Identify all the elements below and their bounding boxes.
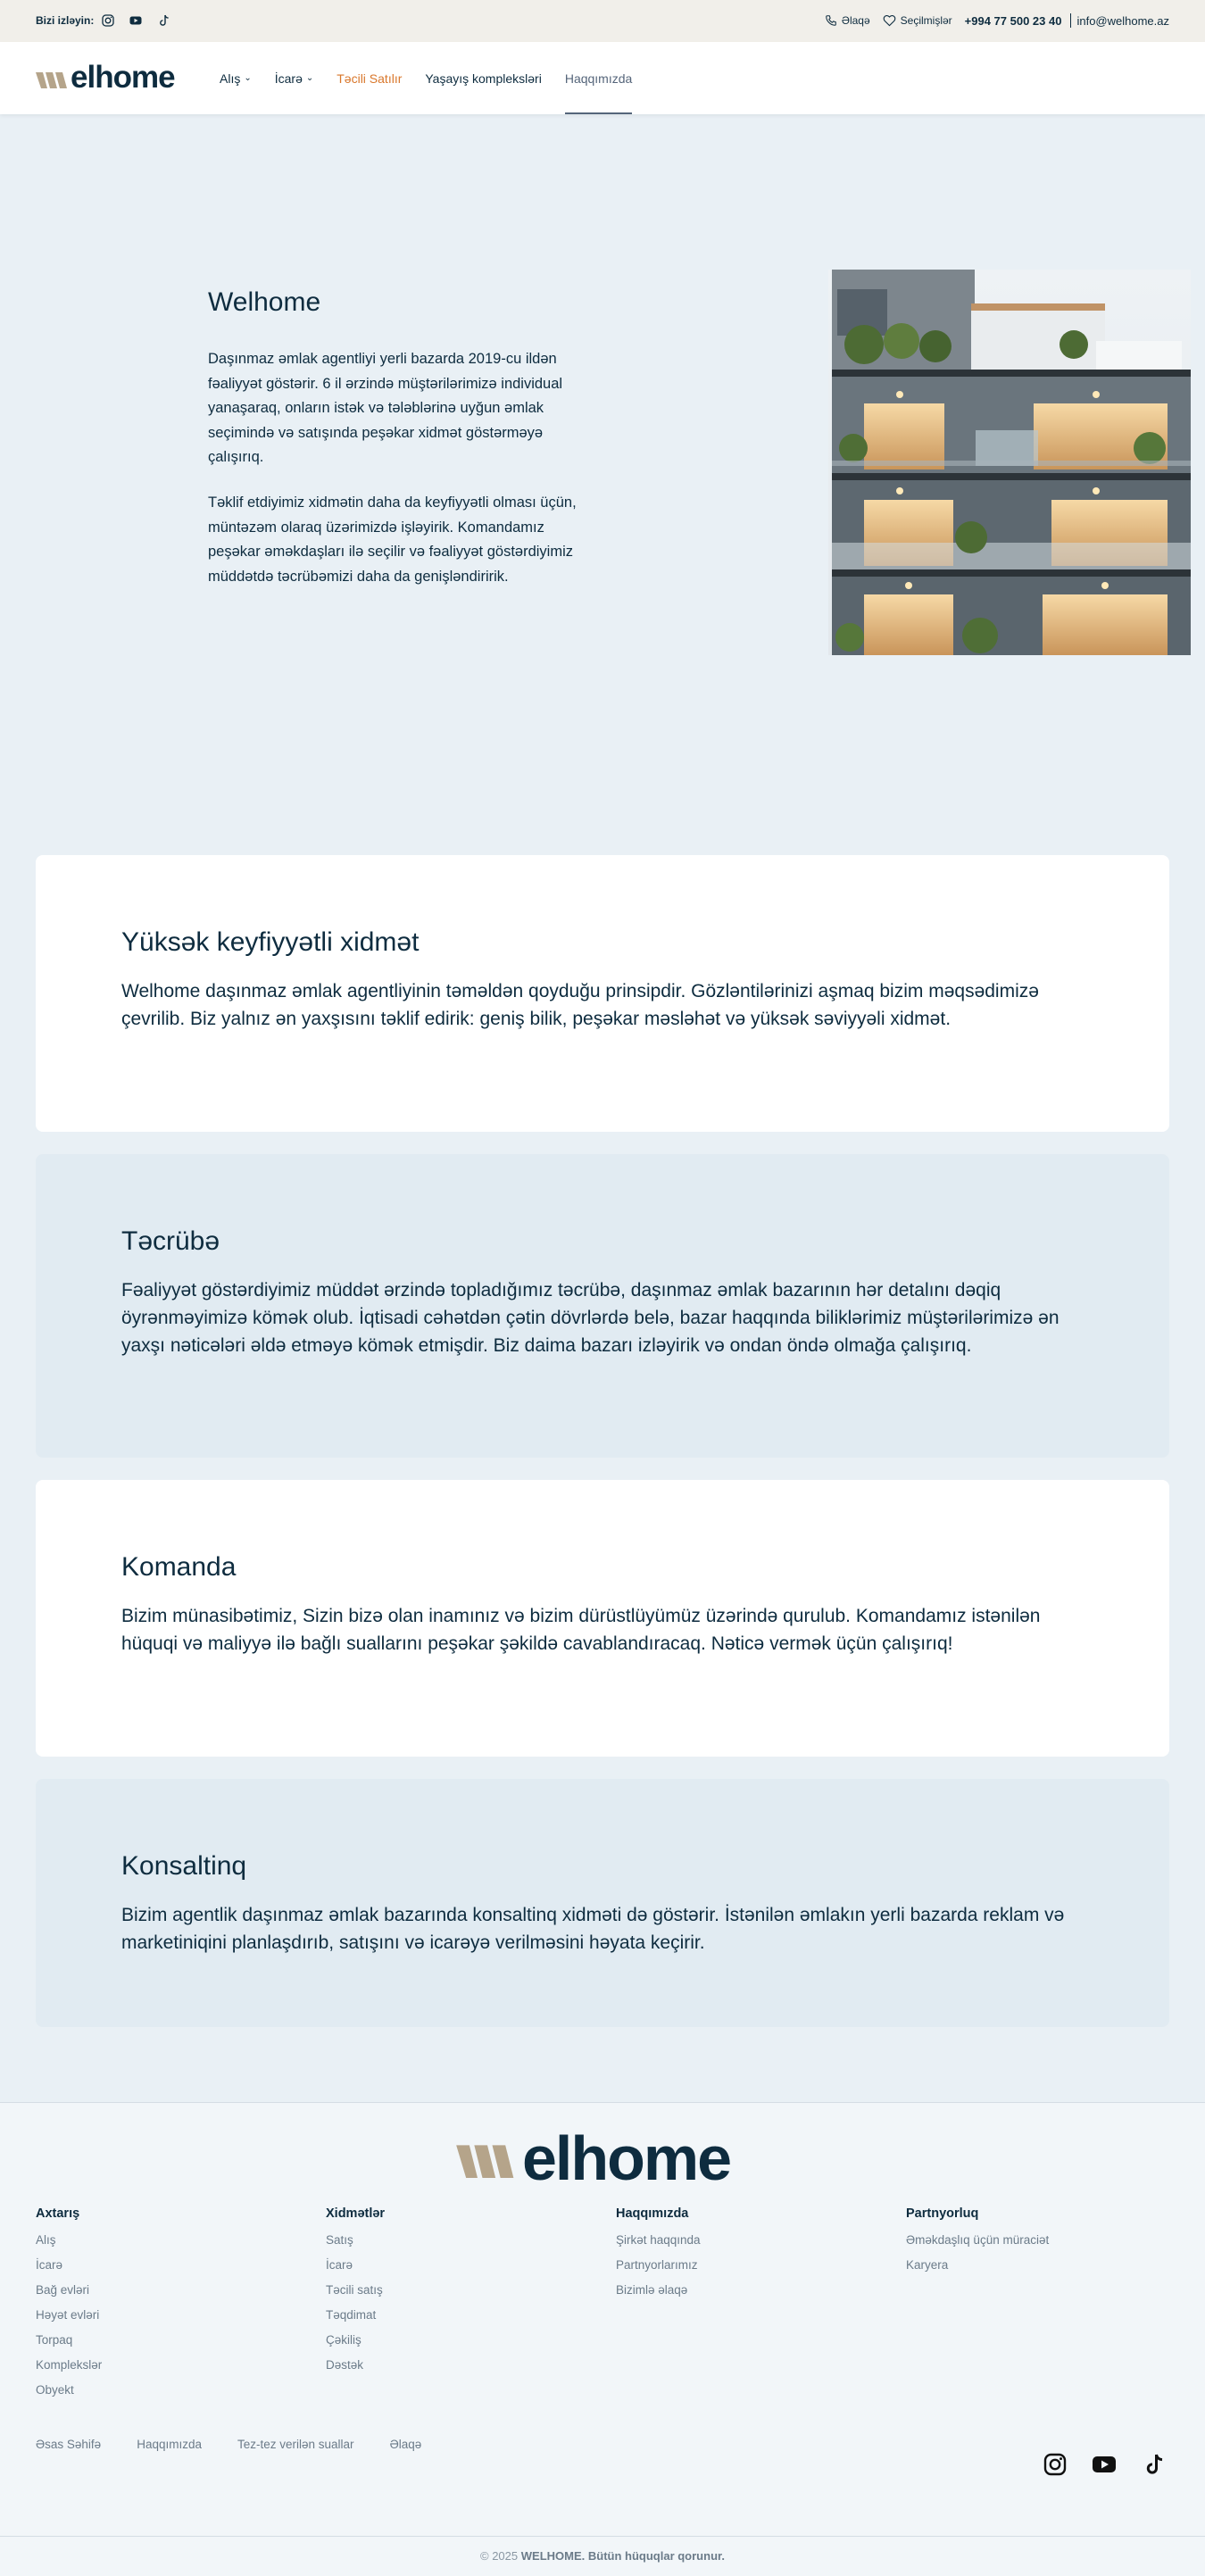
instagram-icon[interactable] — [101, 13, 115, 28]
section-card-quality — [36, 855, 1169, 1132]
section-text: Fəaliyyət göstərdiyimiz müddət ərzində topladığımız təcrübə, daşınmaz əmlak bazarının hər detalını dəqiq öyrənməyimizə kömək olub. İqtisadi cəhətdən çətin dövrlərdə belə, bazar haqqında biliklərimiz müştərilərimizə ən yaxşı nəticələri əldə etməyə kömək etmişdir. Biz daima bazarı izləyirik və ondan öndə olmağa çalışırıq. — [121, 1280, 1060, 1356]
youtube-icon[interactable] — [1092, 2452, 1117, 2477]
hero-paragraph-1: Daşınmaz əmlak agentliyi yerli bazarda 2019-cu ildən fəaliyyət göstərir. 6 il ərzində müştərilərimizə individual yanaşaraq, onların istək və tələblərinə uyğun əmlak seçimində və satışında peşəkar xidmət göstərməyə çalışırıq. — [208, 351, 563, 465]
logo-mark-icon — [36, 67, 70, 88]
section-card-team — [36, 1480, 1169, 1757]
logo-text: elhome — [71, 60, 175, 95]
main-navigation — [0, 42, 1205, 114]
nav-item-urgent-sale[interactable]: Təcili Satılır — [337, 71, 403, 86]
footer-link[interactable]: Komplekslər — [36, 2358, 103, 2372]
favorites-link[interactable] — [883, 14, 952, 27]
section-title: Konsaltinq — [121, 1851, 247, 1881]
nav-item-residential-complexes[interactable]: Yaşayış kompleksləri — [425, 71, 542, 86]
copyright-bar — [0, 2536, 1205, 2576]
nav-item-about[interactable]: Haqqımızda — [565, 42, 632, 114]
footer-link[interactable]: İcarə — [36, 2258, 63, 2272]
logo-mark-icon — [454, 2139, 520, 2178]
hero-paragraph-2: Təklif etdiyimiz xidmətin daha da keyfiyyətli olması üçün, müntəzəm olaraq üzərimizdə işləyirik. Komandamız peşəkar əməkdaşları ilə seçilir və fəaliyyət göstərdiyimiz müddətdə təcrübəmizi daha da genişləndiririk. — [208, 494, 577, 585]
footer-column-search — [36, 2206, 102, 2408]
footer-link[interactable]: İcarə — [326, 2258, 353, 2272]
phone-number[interactable]: +994 77 500 23 40 — [964, 13, 1062, 28]
footer-link[interactable]: Təcili satış — [326, 2283, 383, 2297]
nav-item-rent[interactable] — [275, 42, 314, 114]
nav-menu — [220, 42, 655, 114]
footer-link[interactable]: Torpaq — [36, 2333, 73, 2347]
tiktok-icon[interactable] — [157, 13, 171, 28]
section-text: Welhome daşınmaz əmlak agentliyinin təməldən qoyduğu prinsipdir. Gözləntilərinizi aşmaq bizim məqsədimizə çevrilib. Biz yalnız ən yaxşısını təklif edirik: geniş bilik, peşəkar məsləhət və yüksək səviyyəli xidmət. — [121, 981, 1039, 1029]
section-card-consulting — [36, 1779, 1169, 2027]
footer-link[interactable]: Həyət evləri — [36, 2308, 100, 2322]
footer-link[interactable]: Dəstək — [326, 2358, 364, 2372]
nav-item-label: Alış — [220, 71, 241, 86]
footer-link[interactable]: Əməkdaşlıq üçün müraciət — [906, 2233, 1050, 2247]
instagram-icon[interactable] — [1043, 2452, 1068, 2477]
contact-link[interactable] — [825, 14, 870, 27]
heart-icon — [883, 14, 896, 27]
footer-link[interactable]: Şirkət haqqında — [616, 2233, 701, 2247]
footer-link-faq[interactable]: Tez-tez verilən suallar — [237, 2438, 354, 2451]
footer-link[interactable]: Alış — [36, 2233, 56, 2247]
footer-logo[interactable] — [454, 2123, 731, 2193]
logo[interactable] — [36, 62, 175, 94]
footer-column-title: Haqqımızda — [616, 2206, 689, 2221]
footer-column-about — [616, 2206, 701, 2308]
footer-link[interactable]: Partnyorlarımız — [616, 2258, 698, 2272]
footer-link[interactable]: Bizimlə əlaqə — [616, 2283, 688, 2297]
footer-column-title: Xidmətlər — [326, 2206, 386, 2221]
footer-link-about[interactable]: Haqqımızda — [137, 2438, 202, 2451]
favorites-label: Seçilmişlər — [900, 14, 952, 27]
footer-column-partnership — [906, 2206, 1049, 2283]
page-title: Welhome — [208, 287, 321, 317]
footer-link[interactable]: Çəkiliş — [326, 2333, 362, 2347]
section-text: Bizim münasibətimiz, Sizin bizə olan inamınız və bizim dürüstlüyümüz üzərində qurulub. Komandamız istənilən hüquqi və maliyyə ilə bağlı suallarını peşəkar şəkildə cavablandıracaq. Nəticə vermək üçün çalışırıq! — [121, 1606, 1041, 1654]
footer-link[interactable]: Obyekt — [36, 2383, 74, 2397]
follow-us-label: Bizi izləyin: — [36, 14, 95, 27]
chevron-down-icon: ⌄ — [244, 73, 252, 83]
copyright-text: WELHOME. Bütün hüquqlar qorunur. — [520, 2549, 725, 2563]
contact-label: Əlaqə — [841, 14, 870, 27]
tiktok-icon[interactable] — [1143, 2452, 1168, 2477]
footer-link[interactable]: Təqdimat — [326, 2308, 377, 2322]
footer — [0, 2102, 1205, 2576]
section-title: Komanda — [121, 1552, 237, 1582]
email-link[interactable]: info@welhome.az — [1076, 13, 1169, 28]
footer-column-title: Axtarış — [36, 2206, 80, 2221]
divider — [1070, 13, 1071, 28]
footer-column-services — [326, 2206, 385, 2383]
phone-icon — [825, 14, 837, 27]
nav-item-buy[interactable] — [220, 42, 252, 114]
logo-text: elhome — [522, 2123, 731, 2193]
section-card-experience — [36, 1154, 1169, 1458]
building-image — [828, 270, 1191, 655]
section-title: Təcrübə — [121, 1226, 220, 1256]
footer-link[interactable]: Satış — [326, 2233, 353, 2247]
section-text: Bizim agentlik daşınmaz əmlak bazarında konsaltinq xidməti də göstərir. İstənilən əmlakın yerli bazarda reklam və marketiniqini planlaşdırıb, satışını və icarəyə verilməsini həyata keçirir. — [121, 1905, 1065, 1953]
top-bar — [0, 0, 1205, 42]
chevron-down-icon: ⌄ — [305, 73, 314, 83]
youtube-icon[interactable] — [129, 13, 143, 28]
footer-link-home[interactable]: Əsas Səhifə — [36, 2438, 102, 2451]
footer-link-contact[interactable]: Əlaqə — [389, 2438, 422, 2451]
section-title: Yüksək keyfiyyətli xidmət — [121, 927, 420, 957]
footer-link[interactable]: Bağ evləri — [36, 2283, 90, 2297]
copyright-prefix: © 2025 — [480, 2549, 519, 2563]
footer-link[interactable]: Karyera — [906, 2258, 949, 2272]
nav-item-label: İcarə — [274, 71, 303, 86]
footer-bottom-links — [36, 2438, 457, 2451]
footer-column-title: Partnyorluq — [906, 2206, 979, 2221]
